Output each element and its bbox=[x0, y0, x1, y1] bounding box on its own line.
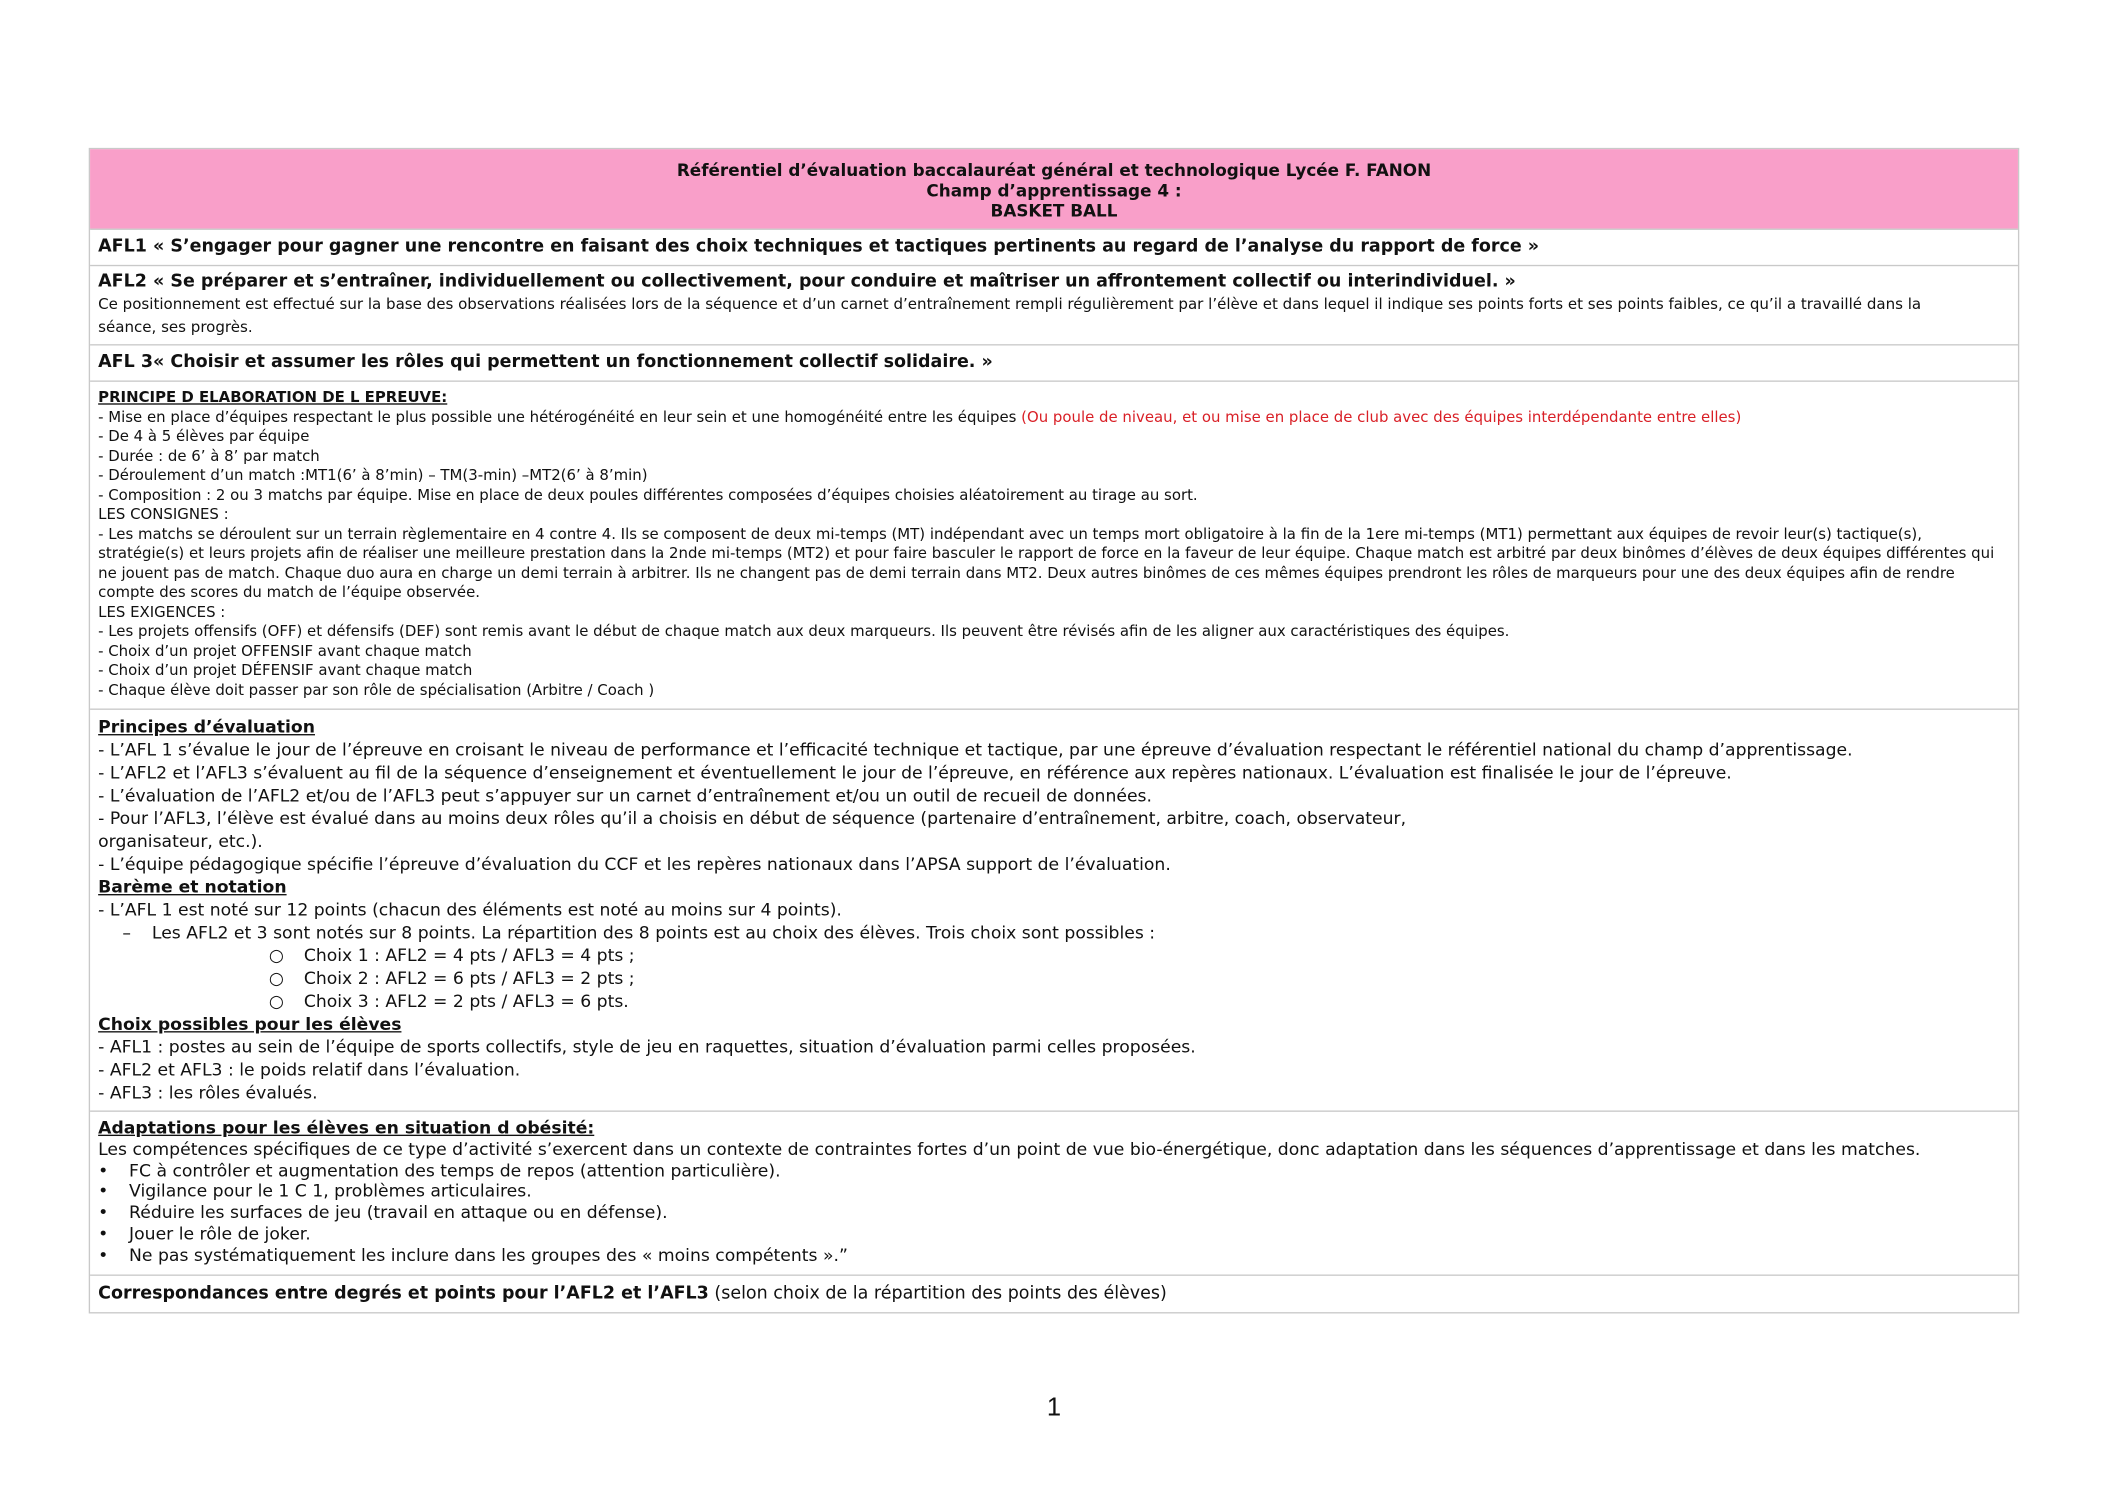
adaptation-text-3: Réduire les surfaces de jeu (travail en attaque ou en défense). bbox=[129, 1203, 668, 1224]
table-header bbox=[90, 149, 2018, 228]
afl1-row bbox=[90, 229, 2018, 265]
evaluation-table bbox=[89, 148, 2020, 1314]
bareme-line-2 bbox=[98, 922, 2010, 945]
principes-evaluation-section bbox=[90, 708, 2018, 1110]
adaptations-title: Adaptations pour les élèves en situation d obésité: bbox=[98, 1118, 595, 1139]
adaptation-item bbox=[98, 1161, 2010, 1182]
choix-3-text: Choix 3 : AFL2 = 2 pts / AFL3 = 6 pts. bbox=[303, 992, 629, 1013]
evaluation-title: Principes d’évaluation bbox=[98, 717, 315, 739]
consignes-text: - Les matchs se déroulent sur un terrain règlementaire en 4 contre 4. Ils se composent de deux mi-temps (MT) indépendant avec un temps mort obligatoire à la fin de la 1ere mi-temps (MT1) permettant aux équipes de revoir leur(s) tactique(s), stratégie(s) et leurs projets afin de réaliser une meilleure prestation dans la 2nde mi-temps (MT2) et pour faire basculer le rapport de force en la faveur de leur équipe. Chaque match est arbitré par deux binômes d’élèves de deux équipes différentes qui ne jouent pas de match. Chaque duo aura en charge un demi terrain à arbitrer. Ils ne changent pas de demi terrain dans MT2. Deux autres binômes de ces mêmes équipes prendront les rôles de marqueurs pour une des deux équipes afin de rendre compte des scores du match de l’équipe observée. bbox=[98, 524, 1995, 601]
evaluation-point-4a: - Pour l’AFL3, l’élève est évalué dans au moins deux rôles qu’il a choisis en début de séquence (partenaire d’entraînement, arbitre, coach, observateur, bbox=[98, 809, 1407, 830]
choix-1-text: Choix 1 : AFL2 = 4 pts / AFL3 = 4 pts ; bbox=[303, 946, 635, 967]
header-sport: BASKET BALL bbox=[990, 200, 1118, 221]
principe-elaboration-section bbox=[90, 380, 2018, 708]
principe-line3: - Durée : de 6’ à 8’ par match bbox=[98, 447, 320, 465]
evaluation-point-1: - L’AFL 1 s’évalue le jour de l’épreuve en croisant le niveau de performance et l’efficacité technique et tactique, par une épreuve d’évaluation respectant le référentiel national du champ d’apprentissage. bbox=[98, 740, 1853, 761]
correspondances-note: (selon choix de la répartition des points des élèves) bbox=[714, 1283, 1167, 1305]
exigences-title: LES EXIGENCES : bbox=[98, 602, 226, 621]
correspondances-title: Correspondances entre degrés et points pour l’AFL2 et l’AFL3 bbox=[98, 1283, 709, 1305]
exigence-4: - Chaque élève doit passer par son rôle de spécialisation (Arbitre / Coach ) bbox=[98, 680, 655, 699]
adaptations-intro: Les compétences spécifiques de ce type d’activité s’exercent dans un contexte de contraintes fortes d’un point de vue bio-énergétique, donc adaptation dans les séquences d’apprentissage et dans les matches. bbox=[98, 1139, 1921, 1160]
correspondances-row bbox=[90, 1274, 2018, 1312]
bullet-icon: • bbox=[98, 1224, 109, 1245]
header-subtitle: Champ d’apprentissage 4 : bbox=[926, 180, 1182, 201]
choix-possibles-title: Choix possibles pour les élèves bbox=[98, 1015, 402, 1036]
adaptations-section bbox=[90, 1110, 2018, 1274]
adaptation-text-4: Jouer le rôle de joker. bbox=[129, 1224, 311, 1245]
afl2-row bbox=[90, 265, 2018, 344]
adaptation-item bbox=[98, 1246, 2010, 1267]
evaluation-point-4b: organisateur, etc.). bbox=[98, 832, 263, 853]
afl2-description-line2: séance, ses progrès. bbox=[98, 318, 253, 337]
circle-bullet-icon: ○ bbox=[268, 946, 284, 967]
exigence-2: - Choix d’un projet OFFENSIF avant chaque match bbox=[98, 641, 472, 660]
choix-1 bbox=[98, 945, 2010, 968]
bullet-icon: • bbox=[98, 1182, 109, 1203]
principe-line5: - Composition : 2 ou 3 matchs par équipe. Mise en place de deux poules différentes composées d’équipes choisies aléatoirement au tirage au sort. bbox=[98, 486, 1198, 504]
afl3-row bbox=[90, 344, 2018, 380]
bullet-icon: • bbox=[98, 1161, 109, 1182]
principe-line2: - De 4 à 5 élèves par équipe bbox=[98, 427, 310, 445]
bullet-icon: • bbox=[98, 1203, 109, 1224]
evaluation-point-5: - L’équipe pédagogique spécifie l’épreuve d’évaluation du CCF et les repères nationaux dans l’APSA support de l’évaluation. bbox=[98, 855, 1171, 876]
adaptation-item bbox=[98, 1203, 2010, 1224]
header-title: Référentiel d’évaluation baccalauréat général et technologique Lycée F. FANON bbox=[676, 159, 1432, 181]
dash-bullet: – bbox=[122, 923, 131, 944]
afl2-description-line1: Ce positionnement est effectué sur la base des observations réalisées lors de la séquence et d’un carnet d’entraînement rempli régulièrement par l’élève et dans lequel il indique ses points forts et ses points faibles, ce qu’il a travaillé dans la bbox=[98, 295, 1922, 314]
bareme-title: Barème et notation bbox=[98, 877, 287, 899]
adaptation-text-5: Ne pas systématiquement les inclure dans les groupes des « moins compétents ».” bbox=[129, 1245, 848, 1267]
adaptation-item bbox=[98, 1225, 2010, 1246]
choix-possible-1: - AFL1 : postes au sein de l’équipe de sports collectifs, style de jeu en raquettes, situation d’évaluation parmi celles proposées. bbox=[98, 1037, 1196, 1059]
principe-line1: - Mise en place d’équipes respectant le plus possible une hétérogénéité en leur sein et une homogénéité entre les équipes bbox=[98, 408, 1017, 426]
principe-line4: - Déroulement d’un match :MT1(6’ à 8’min) – TM(3-min) –MT2(6’ à 8’min) bbox=[98, 466, 648, 484]
consignes-title: LES CONSIGNES : bbox=[98, 505, 229, 523]
afl1-text: AFL1 « S’engager pour gagner une rencontre en faisant des choix techniques et tactiques pertinents au regard de l’analyse du rapport de force » bbox=[98, 236, 1540, 257]
principe-line bbox=[98, 408, 2010, 427]
adaptation-text-1: FC à contrôler et augmentation des temps de repos (attention particulière). bbox=[129, 1161, 781, 1182]
choix-2-text: Choix 2 : AFL2 = 6 pts / AFL3 = 2 pts ; bbox=[303, 969, 635, 990]
choix-possible-2: - AFL2 et AFL3 : le poids relatif dans l’évaluation. bbox=[98, 1060, 521, 1081]
choix-2 bbox=[98, 968, 2010, 991]
principe-title: PRINCIPE D ELABORATION DE L EPREUVE: bbox=[98, 388, 448, 407]
exigence-1: - Les projets offensifs (OFF) et défensifs (DEF) sont remis avant le début de chaque match aux deux marqueurs. Ils peuvent être révisés afin de les aligner aux caractéristiques des équipes. bbox=[98, 622, 1510, 640]
adaptation-text-2: Vigilance pour le 1 C 1, problèmes articulaires. bbox=[129, 1182, 532, 1203]
evaluation-point-2: - L’AFL2 et l’AFL3 s’évaluent au fil de la séquence d’enseignement et éventuellement le jour de l’épreuve, en référence aux repères nationaux. L’évaluation est finalisée le jour de l’épreuve. bbox=[98, 763, 1732, 784]
page-number: 1 bbox=[1046, 1394, 1062, 1423]
afl3-text: AFL 3« Choisir et assumer les rôles qui permettent un fonctionnement collectif solidaire. » bbox=[98, 352, 993, 373]
circle-bullet-icon: ○ bbox=[268, 992, 284, 1013]
adaptation-item bbox=[98, 1182, 2010, 1203]
choix-3 bbox=[98, 991, 2010, 1014]
bareme-line-1: - L’AFL 1 est noté sur 12 points (chacun des éléments est noté au moins sur 4 points). bbox=[98, 900, 842, 921]
bullet-icon: • bbox=[98, 1245, 109, 1267]
bareme-line-2-text: Les AFL2 et 3 sont notés sur 8 points. La répartition des 8 points est au choix des élèves. Trois choix sont possibles : bbox=[151, 923, 1156, 944]
choix-possible-3: - AFL3 : les rôles évalués. bbox=[98, 1083, 318, 1104]
evaluation-point-3: - L’évaluation de l’AFL2 et/ou de l’AFL3 peut s’appuyer sur un carnet d’entraînement et/ou un outil de recueil de données. bbox=[98, 786, 1152, 807]
circle-bullet-icon: ○ bbox=[268, 969, 284, 990]
principe-line1-note: (Ou poule de niveau, et ou mise en place de club avec des équipes interdépendante entre elles) bbox=[1021, 408, 1742, 426]
afl2-title: AFL2 « Se préparer et s’entraîner, individuellement ou collectivement, pour conduire et maîtriser un affrontement collectif ou interindividuel. » bbox=[98, 271, 1516, 292]
exigence-3: - Choix d’un projet DÉFENSIF avant chaque match bbox=[98, 661, 473, 679]
